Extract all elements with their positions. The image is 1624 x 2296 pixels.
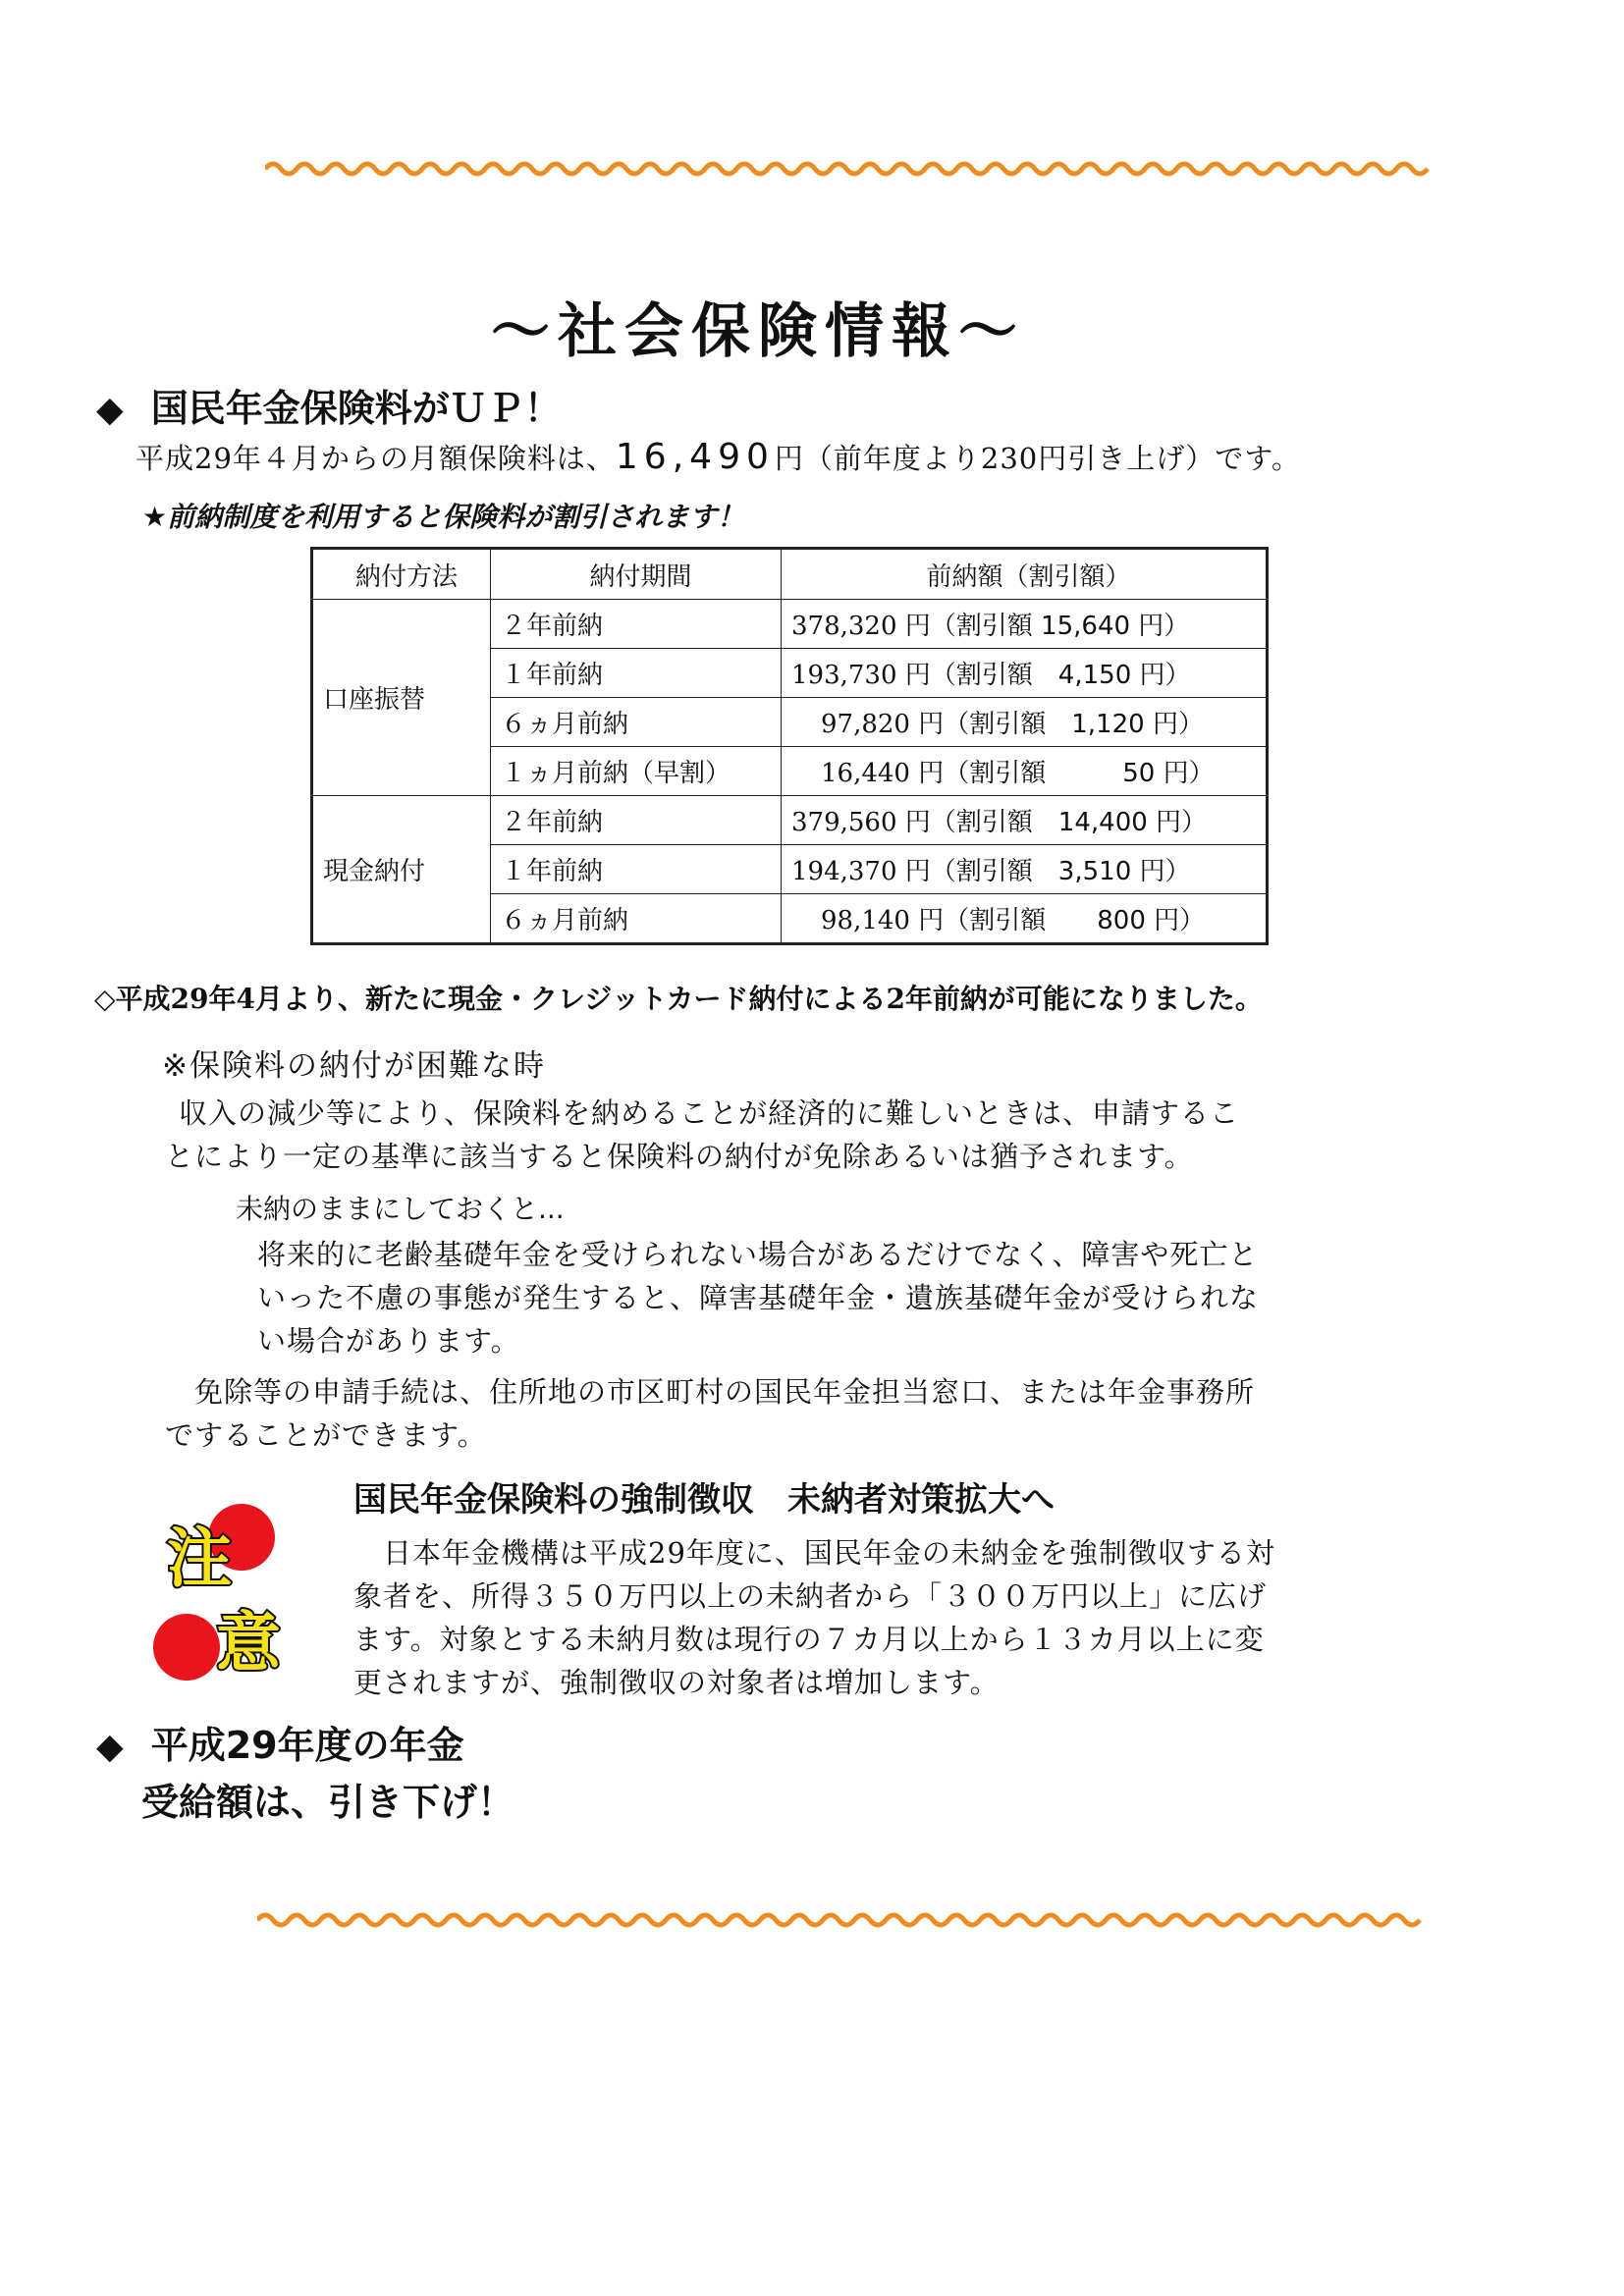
amount-cell: 98,140 円（割引額 800 円） (782, 894, 1268, 944)
diamond-bullet-icon: ◆ (96, 1727, 124, 1767)
amount-cell: 193,730 円（割引額 4,150 円） (782, 649, 1268, 698)
amount-cell: 379,560 円（割引額 14,400 円） (782, 796, 1268, 845)
red-circle-bottom (153, 1614, 220, 1681)
period-cell: ６ヵ月前納 (491, 698, 782, 747)
exemption-heading: ※保険料の納付が困難な時 (162, 1048, 546, 1084)
bottom-wave-divider (257, 1908, 1426, 1932)
method-cell: 口座振替 (312, 600, 491, 796)
amount-cell: 16,440 円（割引額 50 円） (782, 747, 1268, 796)
prepayment-table (310, 547, 1269, 945)
amount-cell: 97,820 円（割引額 1,120 円） (782, 698, 1268, 747)
unpaid-heading: 未納のままにしておくと... (236, 1193, 565, 1225)
period-cell: １ヵ月前納（早割） (491, 747, 782, 796)
monthly-amount: 16,490 (615, 437, 775, 477)
period-cell: ２年前納 (491, 796, 782, 845)
exemption-paragraph: 収入の減少等により、保険料を納めることが経済的に難しいときは、申請するこ とにより一定の基準に該当すると保険料の納付が免除あるいは猶予されます。 (165, 1096, 1240, 1173)
caution-badge (126, 1500, 302, 1686)
premium-intro: 平成29年４月からの月額保険料は、16,490円（前年度より230円引き上げ）です。 (135, 437, 1301, 477)
amount-cell: 378,320 円（割引額 15,640 円） (782, 600, 1268, 649)
prepay-note: ★前納制度を利用すると保険料が割引されます！ (142, 501, 745, 533)
period-cell: １年前納 (491, 649, 782, 698)
diamond-bullet-icon: ◆ (96, 390, 124, 430)
unpaid-consequences: 将来的に老齢基礎年金を受けられない場合があるだけでなく、障害や死亡と いった不慮の事態が発生すると、障害基礎年金・遺族基礎年金が受けられな い場合があります。 (257, 1238, 1260, 1358)
top-wave-divider (265, 157, 1434, 181)
table-header: 納付方法 (312, 549, 491, 600)
caution-char-2: 意 (216, 1605, 281, 1681)
table-row (312, 796, 1268, 845)
method-cell: 現金納付 (312, 796, 491, 944)
table-header: 前納額（割引額） (782, 549, 1268, 600)
caution-char-1: 注 (167, 1521, 232, 1596)
period-cell: ６ヵ月前納 (491, 894, 782, 944)
amount-cell: 194,370 円（割引額 3,510 円） (782, 845, 1268, 894)
period-cell: ２年前納 (491, 600, 782, 649)
table-row (312, 600, 1268, 649)
table-header-row (312, 549, 1268, 600)
enforcement-heading: 国民年金保険料の強制徴収 未納者対策拡大へ (353, 1480, 1055, 1520)
application-paragraph: 免除等の申請手続は、住所地の市区町村の国民年金担当窓口、または年金事務所 ですることができます。 (165, 1375, 1256, 1452)
period-cell: １年前納 (491, 845, 782, 894)
section-heading-pension-down: ◆ 平成29年度の年金 受給額は、引き下げ！ (96, 1718, 514, 1830)
page-title: ～社会保険情報～ (491, 297, 1025, 366)
two-year-prepay-notice: ◇平成29年4月より、新たに現金・クレジットカード納付による2年前納が可能になりました。 (94, 983, 1263, 1015)
table-header: 納付期間 (491, 549, 782, 600)
section-heading-premium-up: ◆ 国民年金保険料がＵＰ！ (96, 387, 562, 430)
enforcement-paragraph: 日本年金機構は平成29年度に、国民年金の未納金を強制徴収する対 象者を、所得３５０万円以上の未納者から「３００万円以上」に広げ ます。対象とする未納月数は現行の７カ月以上から１３カ月以上に変 更されますが、強制徴収の対象者は増加します。 (353, 1536, 1275, 1699)
